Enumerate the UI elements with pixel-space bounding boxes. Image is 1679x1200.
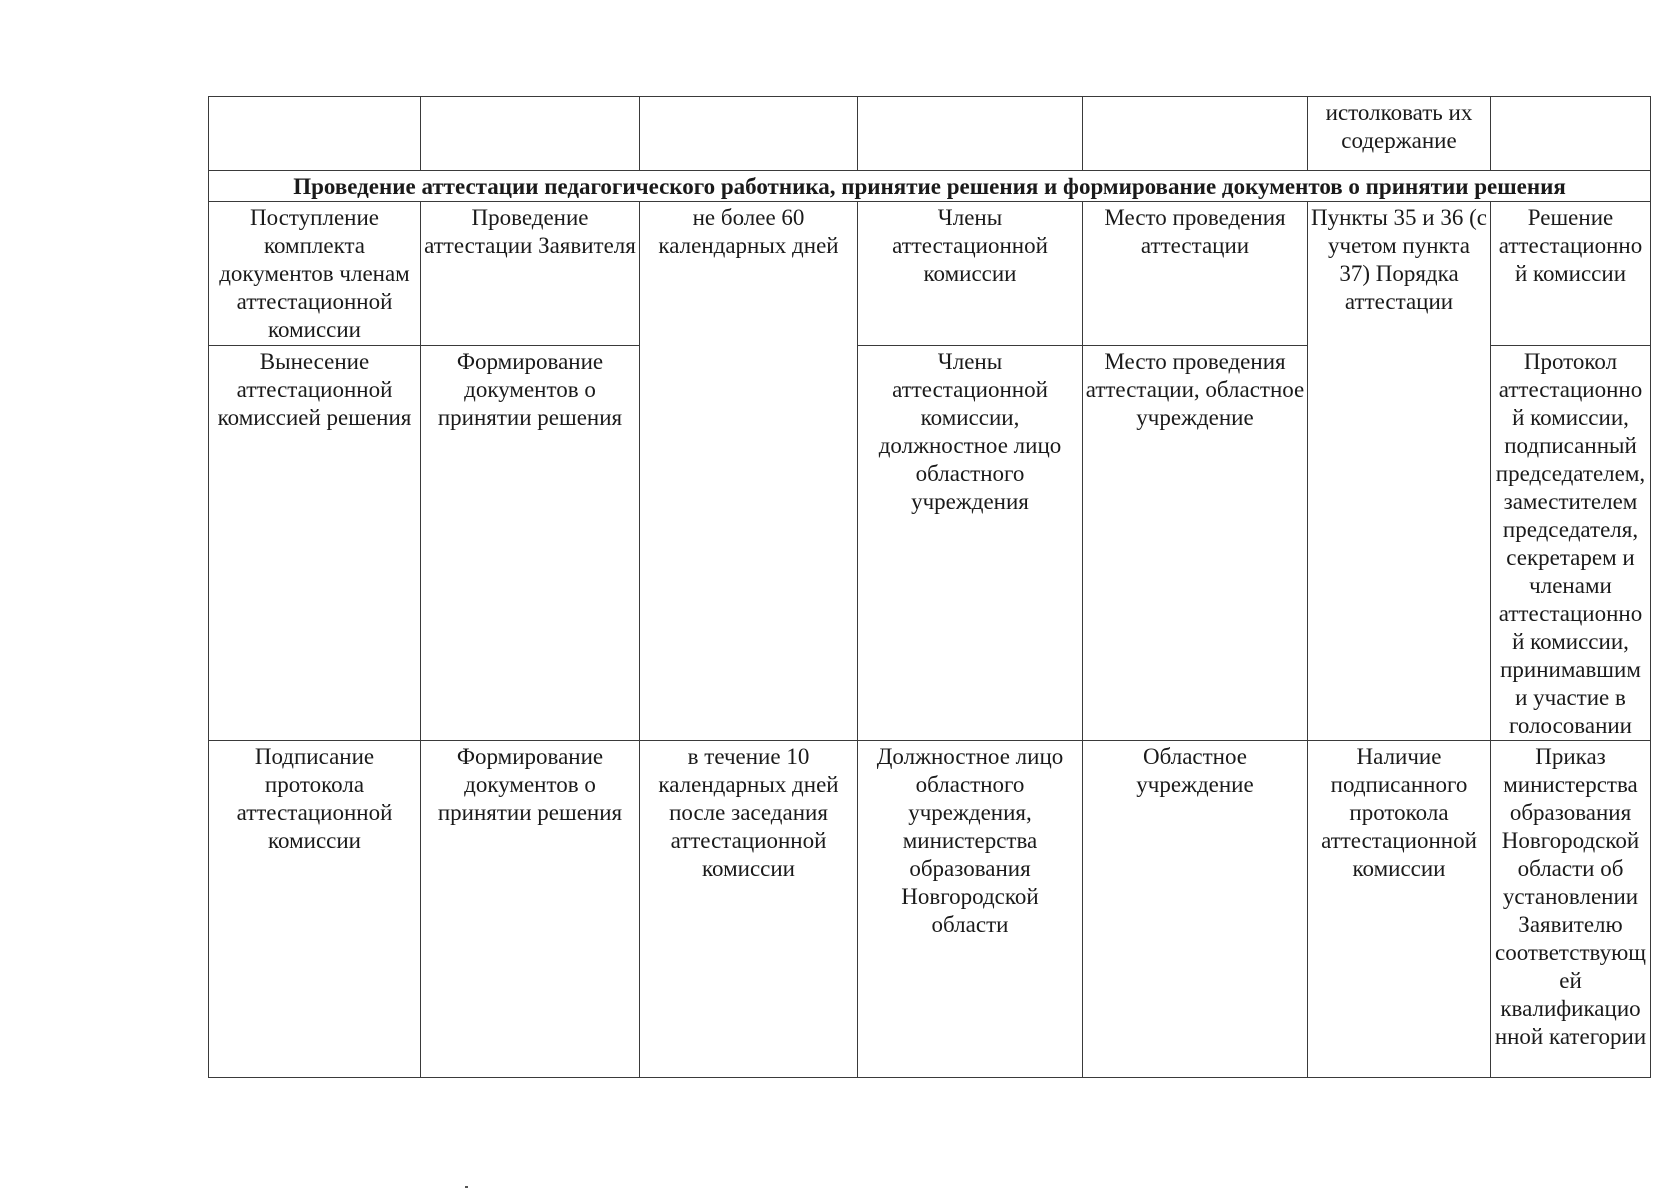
result-cell: Приказ министерства образования Новгородской области об установлении Заявителю соответствующ ей квалификацио нной категории: [1491, 741, 1651, 1078]
criteria-cell: Пункты 35 и 36 (с учетом пункта 37) Порядка аттестации: [1308, 202, 1491, 741]
duration-cell: в течение 10 календарных дней после заседания аттестационной комиссии: [640, 741, 858, 1078]
section-title: Проведение аттестации педагогического работника, принятие решения и формирование документов о принятии решения: [209, 171, 1651, 202]
table-cell: [858, 97, 1083, 171]
table-cell: [209, 97, 421, 171]
table-cell: [640, 97, 858, 171]
result-cell: Протокол аттестационно й комиссии, подписанный председателем, заместителем председателя, секретарем и членами аттестационно й комиссии, принимавшим и участие в голосовании: [1491, 346, 1651, 741]
table-row: [209, 97, 1651, 171]
responsible-cell: Члены аттестационной комиссии, должностное лицо областного учреждения: [858, 346, 1083, 741]
table-row: [209, 202, 1651, 346]
table-cell: [1083, 97, 1308, 171]
responsible-cell: Должностное лицо областного учреждения, министерства образования Новгородской области: [858, 741, 1083, 1078]
result-cell: Решение аттестационно й комиссии: [1491, 202, 1651, 346]
place-cell: Место проведения аттестации, областное учреждение: [1083, 346, 1308, 741]
stage-name-cell: Подписание протокола аттестационной комиссии: [209, 741, 421, 1078]
table-cell: истолковать их содержание: [1308, 97, 1491, 171]
place-cell: Областное учреждение: [1083, 741, 1308, 1078]
procedure-cell: Проведение аттестации Заявителя: [421, 202, 640, 346]
stage-name-cell: Поступление комплекта документов членам аттестационной комиссии: [209, 202, 421, 346]
scan-artifact-dot: [465, 1186, 468, 1188]
table-cell: [1491, 97, 1651, 171]
responsible-cell: Члены аттестационной комиссии: [858, 202, 1083, 346]
document-table: [208, 96, 1651, 1078]
place-cell: Место проведения аттестации: [1083, 202, 1308, 346]
procedure-cell: Формирование документов о принятии решения: [421, 346, 640, 741]
stage-name-cell: Вынесение аттестационной комиссией решения: [209, 346, 421, 741]
section-row: [209, 171, 1651, 202]
table-cell: [421, 97, 640, 171]
procedure-cell: Формирование документов о принятии решения: [421, 741, 640, 1078]
table-row: [209, 741, 1651, 1078]
criteria-cell: Наличие подписанного протокола аттестационной комиссии: [1308, 741, 1491, 1078]
duration-cell: не более 60 календарных дней: [640, 202, 858, 741]
